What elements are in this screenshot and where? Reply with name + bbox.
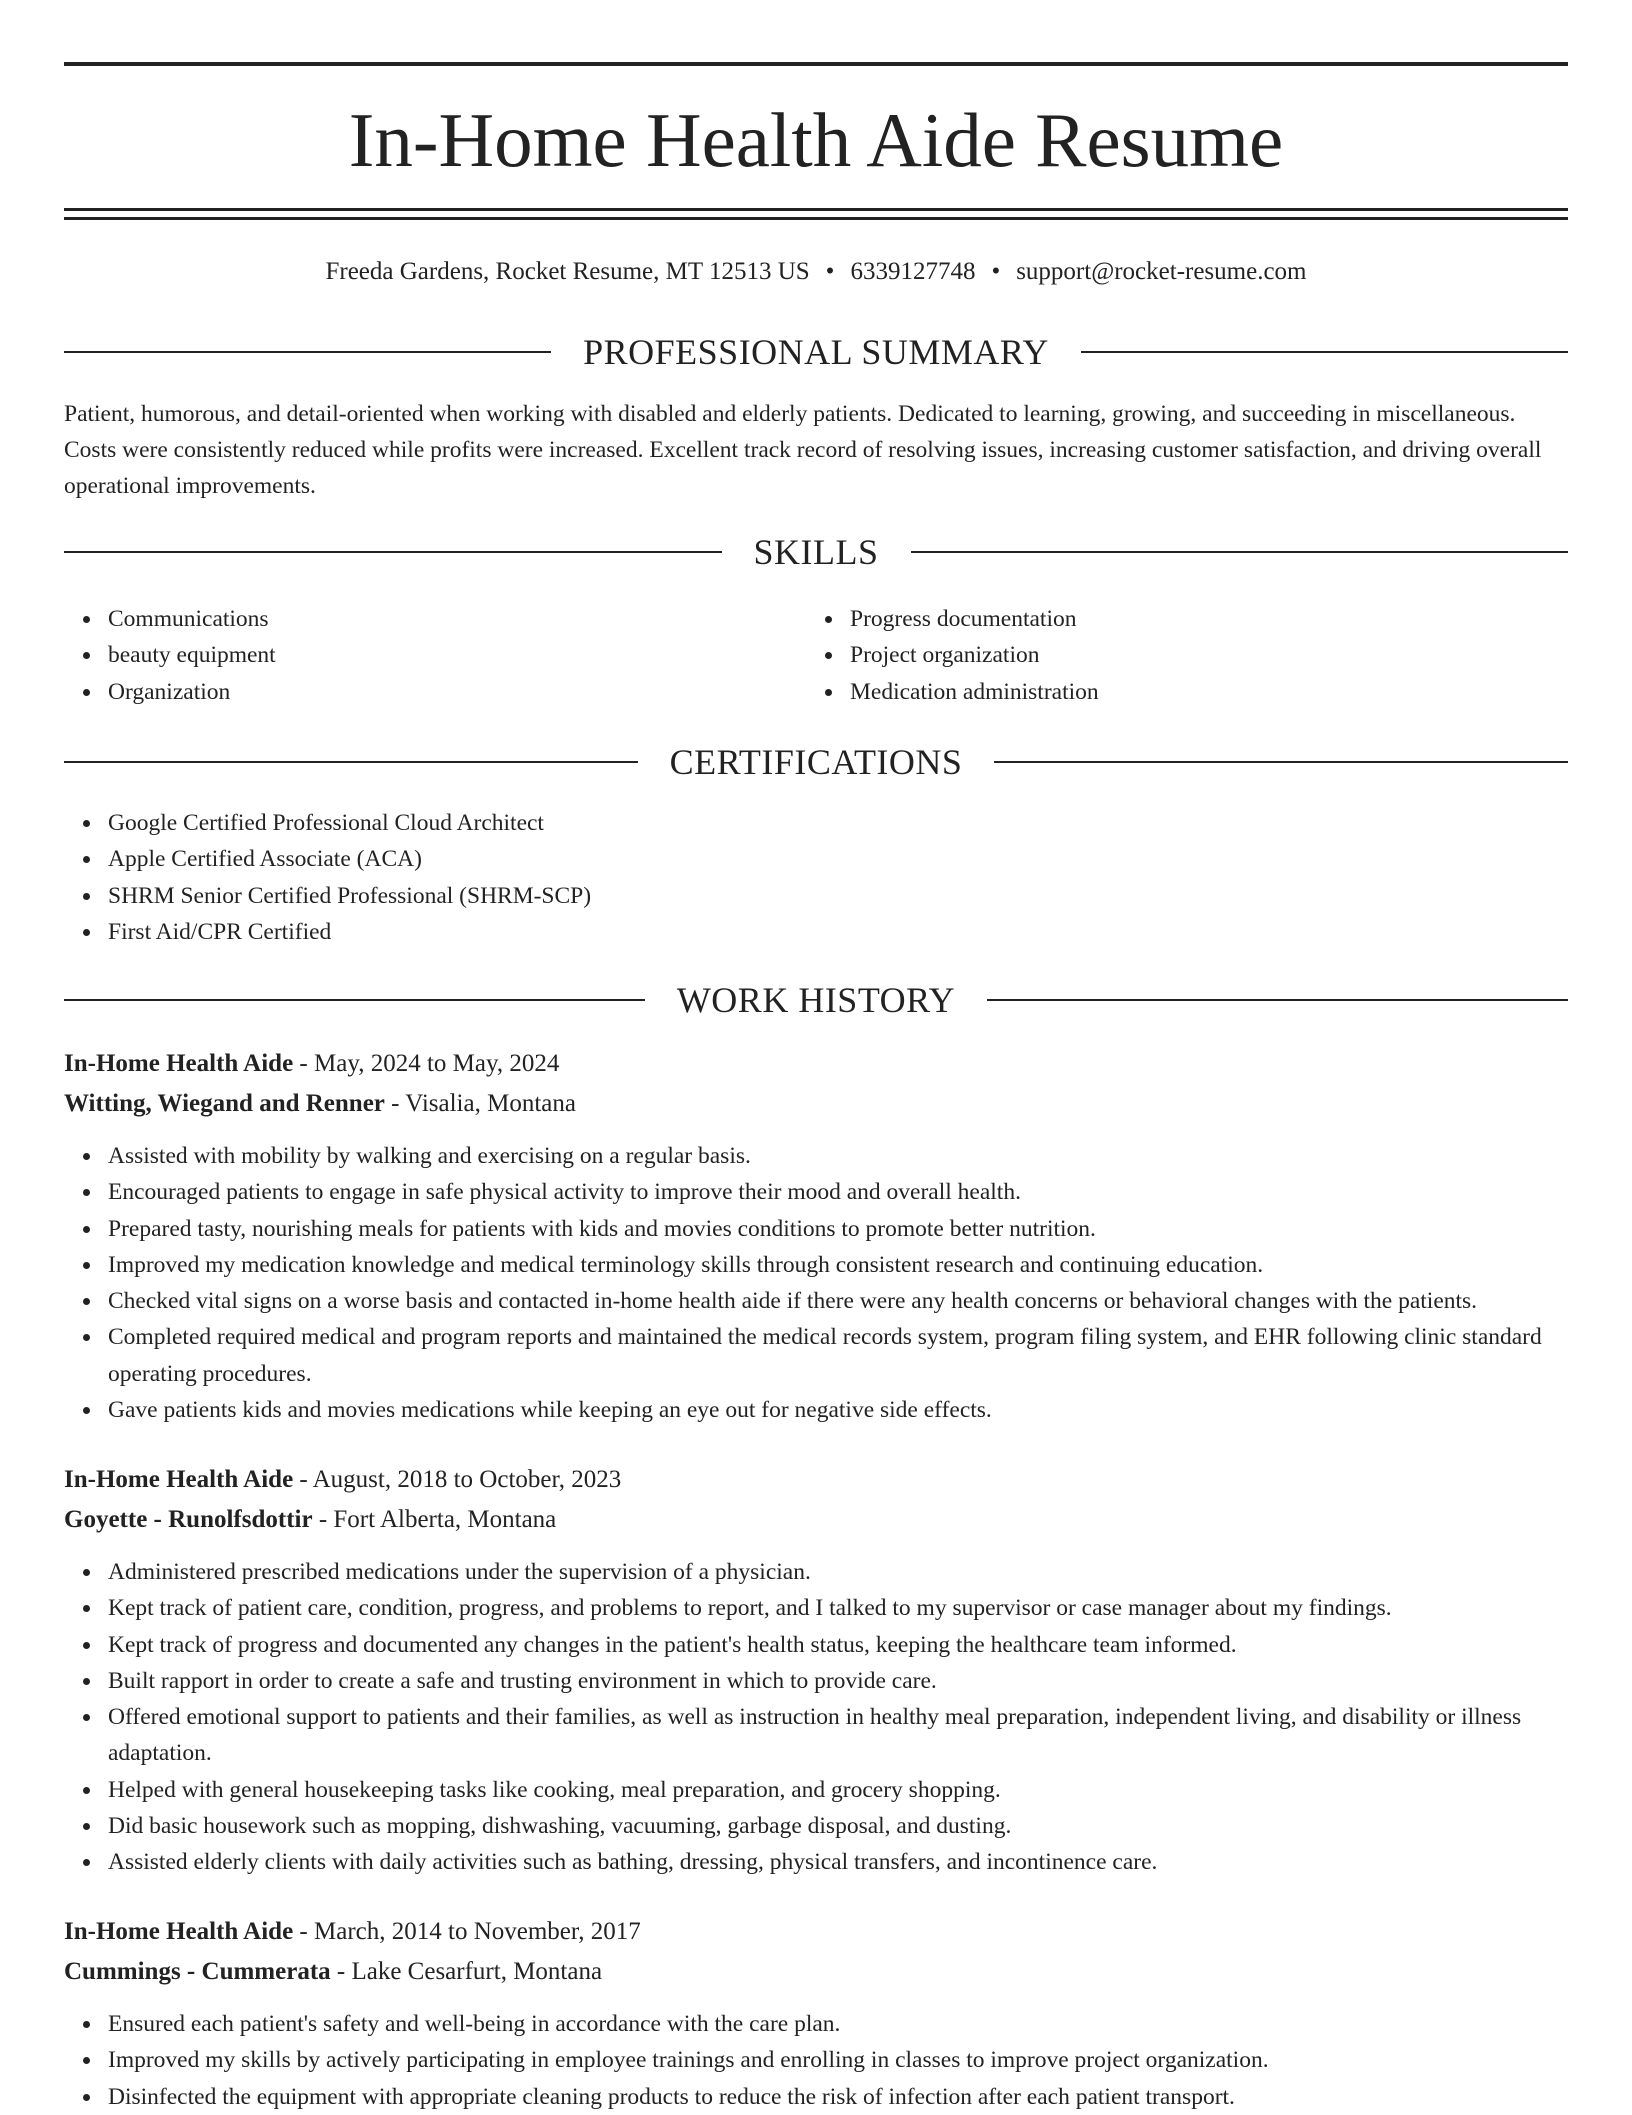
certification-item: Apple Certified Associate (ACA) — [108, 841, 1508, 877]
job-company-line — [64, 1086, 1568, 1122]
contact-phone: 6339127748 — [850, 258, 976, 285]
skills-list-left — [64, 601, 808, 710]
job-dates: - March, 2014 to November, 2017 — [293, 1918, 641, 1945]
certifications-heading — [64, 740, 1568, 784]
top-rule — [64, 62, 1568, 66]
job-bullet: Completed required medical and program reports and maintained the medical records system, program filing system, and EHR following clinic standard operating procedures. — [108, 1319, 1568, 1392]
skill-item: Communications — [108, 601, 808, 637]
certification-item: SHRM Senior Certified Professional (SHRM-SCP) — [108, 878, 1508, 914]
contact-address: Freeda Gardens, Rocket Resume, MT 12513 US — [325, 258, 810, 285]
job-company: Cummings - Cummerata — [64, 1958, 331, 1985]
summary-heading-label: PROFESSIONAL SUMMARY — [583, 332, 1049, 372]
job-title-line — [64, 1914, 1568, 1950]
contact-separator: • — [825, 258, 835, 285]
job-company-line — [64, 1954, 1568, 1990]
heading-rule — [994, 761, 1568, 763]
job-bullet: Ensured each patient's safety and well-being in accordance with the care plan. — [108, 2006, 1568, 2042]
job-title-line — [64, 1462, 1568, 1498]
job-bullet: Built rapport in order to create a safe and trusting environment in which to provide care. — [108, 1663, 1568, 1699]
job-company: Witting, Wiegand and Renner — [64, 1090, 385, 1117]
job-bullet: Administered prescribed medications under the supervision of a physician. — [108, 1554, 1568, 1590]
work-history-heading-label: WORK HISTORY — [676, 980, 956, 1020]
job-bullet: Helped with general housekeeping tasks like cooking, meal preparation, and grocery shopping. — [108, 1772, 1568, 1808]
job-location: - Fort Alberta, Montana — [312, 1506, 557, 1533]
skill-item: beauty equipment — [108, 637, 808, 673]
heading-rule — [64, 551, 722, 553]
job-company: Goyette - Runolfsdottir — [64, 1506, 313, 1533]
certifications-list — [64, 805, 1508, 950]
work-history-heading — [64, 978, 1568, 1022]
heading-rule — [911, 551, 1569, 553]
job-bullet: Prepared tasty, nourishing meals for patients with kids and movies conditions to promote better nutrition. — [108, 1211, 1568, 1247]
certification-item: First Aid/CPR Certified — [108, 914, 1508, 950]
contact-line — [64, 254, 1568, 290]
contact-email: support@rocket-resume.com — [1016, 258, 1307, 285]
summary-heading — [64, 330, 1568, 374]
certification-item: Google Certified Professional Cloud Architect — [108, 805, 1508, 841]
job-bullets — [64, 1554, 1568, 1881]
skill-item: Project organization — [850, 637, 1550, 673]
heading-rule — [987, 999, 1568, 1001]
certifications-heading-label: CERTIFICATIONS — [669, 742, 963, 782]
job-dates: - May, 2024 to May, 2024 — [293, 1050, 560, 1077]
job-bullet: Checked vital signs on a worse basis and contacted in-home health aide if there were any health concerns or behavioral changes with the patients. — [108, 1283, 1568, 1319]
skill-item: Organization — [108, 674, 808, 710]
job-bullet: Improved my medication knowledge and medical terminology skills through consistent research and continuing education. — [108, 1247, 1568, 1283]
resume-title: In-Home Health Aide Resume — [348, 97, 1284, 183]
job-bullets — [64, 1138, 1568, 1428]
summary-text: Patient, humorous, and detail-oriented when working with disabled and elderly patients. Dedicated to learning, growing, and succeeding in miscellaneous. Costs were consistently reduced while profits were increased. Excellent track record of resolving issues, increasing customer satisfaction, and driving overall operational improvements. — [64, 401, 1542, 499]
contact-separator: • — [991, 258, 1001, 285]
job-bullet: Disinfected the equipment with appropriate cleaning products to reduce the risk of infection after each patient transport. — [108, 2079, 1568, 2115]
heading-rule — [64, 999, 645, 1001]
job-bullet: Gave patients kids and movies medications while keeping an eye out for negative side effects. — [108, 1392, 1568, 1428]
job-bullet: Encouraged patients to engage in safe physical activity to improve their mood and overall health. — [108, 1174, 1568, 1210]
skill-item: Medication administration — [850, 674, 1550, 710]
job-bullet: Did basic housework such as mopping, dishwashing, vacuuming, garbage disposal, and dusting. — [108, 1808, 1568, 1844]
skill-item: Progress documentation — [850, 601, 1550, 637]
job-bullet: Assisted with mobility by walking and exercising on a regular basis. — [108, 1138, 1568, 1174]
job-title: In-Home Health Aide — [64, 1050, 294, 1077]
job-location: - Lake Cesarfurt, Montana — [330, 1958, 603, 1985]
skills-heading-label: SKILLS — [753, 532, 879, 572]
job-dates: - August, 2018 to October, 2023 — [293, 1466, 622, 1493]
job-title-line — [64, 1046, 1568, 1082]
heading-rule — [1081, 351, 1568, 353]
heading-rule — [64, 351, 551, 353]
job-bullet: Improved my skills by actively participating in employee trainings and enrolling in classes to improve project organization. — [108, 2042, 1568, 2078]
job-bullet: Offered emotional support to patients and their families, as well as instruction in healthy meal preparation, independent living, and disability or illness adaptation. — [108, 1699, 1568, 1772]
job-location: - Visalia, Montana — [384, 1090, 576, 1117]
job-company-line — [64, 1502, 1568, 1538]
job-bullets — [64, 2006, 1568, 2115]
job-title: In-Home Health Aide — [64, 1466, 294, 1493]
title-double-rule — [64, 208, 1568, 220]
skills-heading — [64, 530, 1568, 574]
job-bullet: Kept track of patient care, condition, progress, and problems to report, and I talked to my supervisor or case manager about my findings. — [108, 1590, 1568, 1626]
skills-list-right — [806, 601, 1550, 710]
job-bullet: Kept track of progress and documented any changes in the patient's health status, keeping the healthcare team informed. — [108, 1627, 1568, 1663]
heading-rule — [64, 761, 638, 763]
job-bullet: Assisted elderly clients with daily activities such as bathing, dressing, physical transfers, and incontinence care. — [108, 1844, 1568, 1880]
job-title: In-Home Health Aide — [64, 1918, 294, 1945]
